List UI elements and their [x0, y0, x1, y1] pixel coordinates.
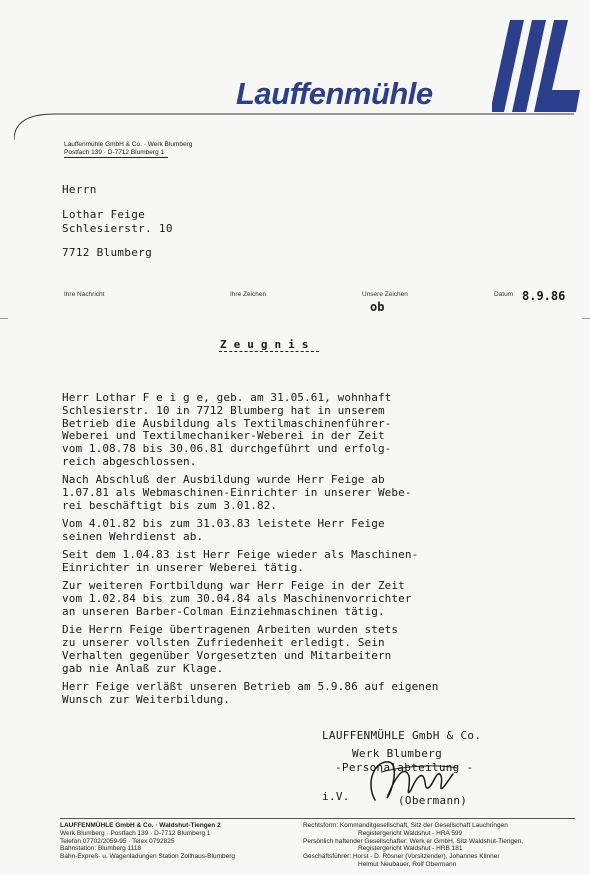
- footer-left-line-4: Bahnstation: Blumberg 1118: [60, 845, 142, 853]
- our-reference-label: Unsere Zeichen: [362, 291, 408, 298]
- sender-return-address: [64, 141, 192, 158]
- footer-right-line-3: Persönlich haftender Gesellschafter: Werk er GmbH, Sitz Waldshut-Tiengen,: [303, 837, 524, 845]
- footer-right-line-4: Registergericht Waldshut - HRB 181: [358, 845, 463, 853]
- footer-legal-details: [303, 822, 523, 869]
- fold-mark-right: [582, 318, 590, 319]
- company-logo-mark: [492, 20, 582, 112]
- document-title: Zeugnis: [220, 338, 316, 351]
- recipient-name: Lothar Feige: [62, 208, 146, 221]
- recipient-street: Schlesierstr. 10: [62, 222, 173, 235]
- footer-left-line-3: Telefon 07702/2059-95 · Telex 0792825: [60, 837, 175, 845]
- your-reference-label: Ihre Zeichen: [230, 291, 267, 298]
- closing-department: -Personalabteilung -: [335, 761, 474, 774]
- title-underline: [219, 351, 319, 352]
- company-logo-text: Lauffenmühle: [236, 76, 433, 111]
- date-value: 8.9.86: [522, 289, 566, 303]
- our-reference-value: ob: [370, 300, 385, 314]
- sender-line-2: Postfach 139 · D-7712 Blumberg 1: [64, 149, 168, 158]
- signatory-prefix: i.V.: [322, 790, 350, 803]
- footer-rule: [60, 818, 575, 819]
- paragraph-employment: Nach Abschluß der Ausbildung wurde Herr Feige ab 1.07.81 als Webmaschinen-Einrichter in unserer Webe- rei beschäftigt bis zum 3.01.82.: [62, 473, 412, 512]
- signatory-name: (Obermann): [398, 794, 468, 807]
- your-message-label: Ihre Nachricht: [64, 291, 105, 298]
- paragraph-military-service: Vom 4.01.82 bis zum 31.03.83 leistete Herr Feige seinen Wehrdienst ab.: [62, 517, 385, 543]
- closing-company: LAUFFENMÜHLE GmbH & Co.: [322, 729, 482, 742]
- footer-left-line-5: Bahn-Expreß- u. Wagenladungen Station Zollhaus-Blumberg: [60, 853, 235, 861]
- paragraph-further-training: Zur weiteren Fortbildung war Herr Feige in der Zeit vom 1.02.84 bis zum 30.04.84 als Maschinenvorrichter an unseren Barber-Colman Einziehmaschinen tätig.: [62, 579, 412, 618]
- footer-left-line-2: Werk Blumberg · Postfach 139 · D-7712 Blumberg 1: [60, 829, 211, 837]
- paragraph-return: Seit dem 1.04.83 ist Herr Feige wieder als Maschinen- Einrichter in unserer Weberei tätig.: [62, 548, 419, 575]
- footer-right-line-5: Geschäftsführer: Horst - D. Rösner (Vorsitzender), Johannes Klinner: [303, 853, 500, 861]
- footer-right-line-6: Helmut Neubauer, Rolf Obermann: [358, 860, 457, 868]
- paragraph-training: Herr Lothar F e i g e, geb. am 31.05.61, wohnhaft Schlesierstr. 10 in 7712 Blumberg hat in unserem Betrieb die Ausbildung als Textilmaschinenführer- Weberei und Textilmechaniker-Weberei in der Zeit vom 1.08.78 bis 30.06.81 durchgeführt und erfolg- reich abgeschlossen.: [62, 391, 392, 468]
- paragraph-assessment: Die Herrn Feige übertragenen Arbeiten wurden stets zu unserer vollsten Zufriedenheit erledigt. Sein Verhalten gegenüber Vorgesetzten und Mitarbeitern gab nie Anlaß zur Klage.: [62, 623, 399, 675]
- date-label: Datum: [494, 291, 514, 298]
- closing-plant: Werk Blumberg: [352, 747, 442, 760]
- recipient-city: 7712 Blumberg: [62, 246, 152, 259]
- handwritten-signature: [345, 752, 460, 807]
- letter-body: [62, 392, 502, 712]
- fold-mark-left: [0, 318, 8, 319]
- footer-right-line-2: Registergericht Waldshut - HRA 599: [358, 829, 463, 837]
- footer-left-line-1: LAUFFENMÜHLE GmbH & Co. · Waldshut-Tiengen 2: [60, 822, 221, 829]
- sender-line-1: Lauffenmühle GmbH & Co. · Werk Blumberg: [64, 141, 193, 148]
- footer-company-details: [60, 822, 235, 861]
- header-rule: [14, 112, 574, 142]
- paragraph-departure: Herr Feige verläßt unseren Betrieb am 5.9.86 auf eigenen Wunsch zur Weiterbildung.: [62, 679, 439, 706]
- footer-right-line-1: Rechtsform: Kommanditgesellschaft, Sitz der Gesellschaft Lauchringen: [303, 822, 508, 829]
- recipient-salutation: Herrn: [62, 183, 97, 196]
